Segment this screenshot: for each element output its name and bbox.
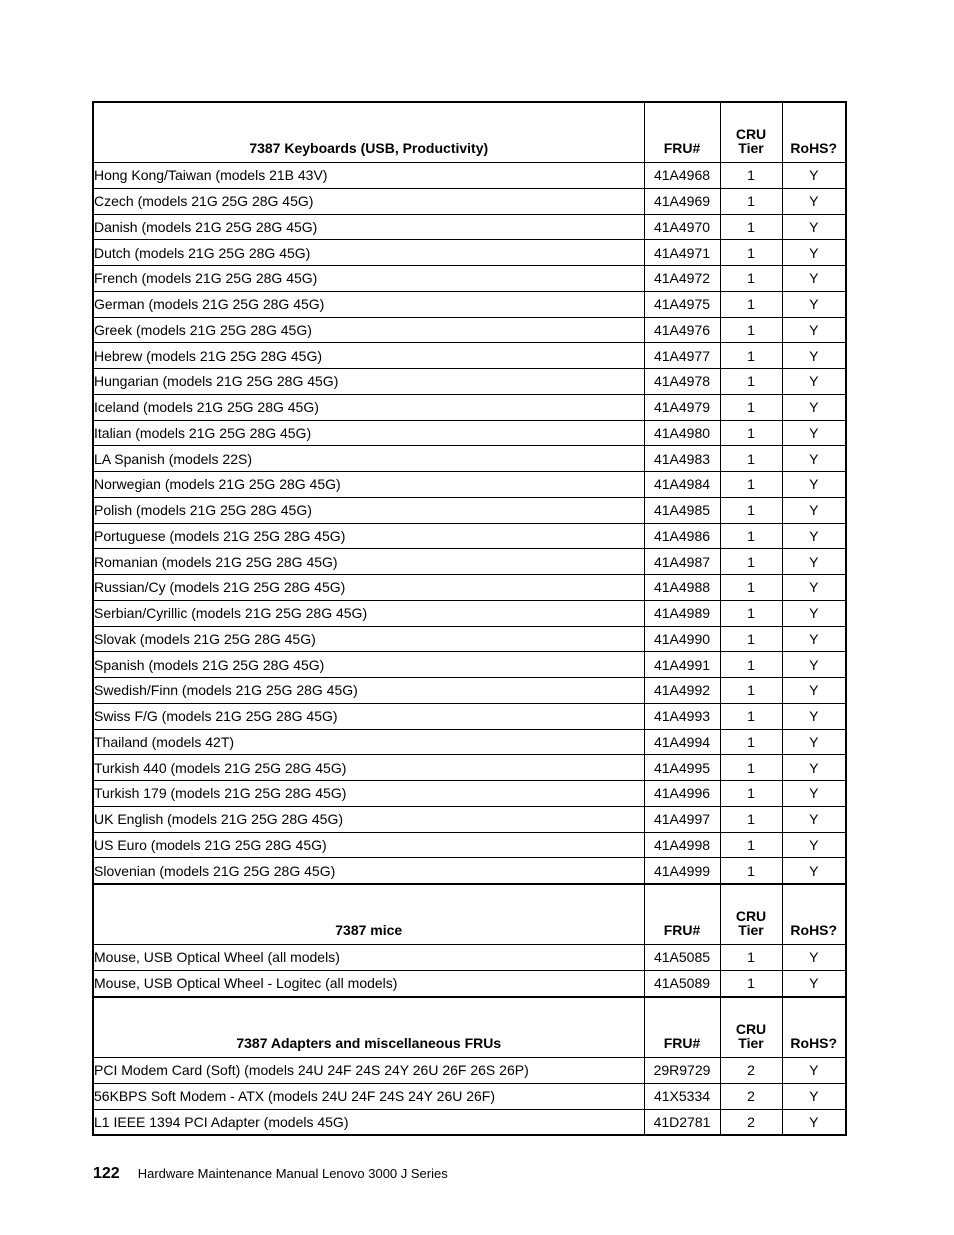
page-number: 122 <box>93 1165 120 1182</box>
cru-tier-cell: 1 <box>720 970 782 996</box>
fru-number-cell: 41A4993 <box>644 703 720 729</box>
cru-tier-cell: 1 <box>720 678 782 704</box>
cru-tier-cell: 1 <box>720 394 782 420</box>
fru-number-cell: 41A4998 <box>644 832 720 858</box>
fru-number-cell: 41A4996 <box>644 781 720 807</box>
fru-number-cell: 41A4971 <box>644 240 720 266</box>
cru-tier-cell: 1 <box>720 626 782 652</box>
description-cell: Italian (models 21G 25G 28G 45G) <box>93 420 644 446</box>
description-cell: Czech (models 21G 25G 28G 45G) <box>93 188 644 214</box>
fru-number-cell: 41A4984 <box>644 472 720 498</box>
rohs-cell: Y <box>782 575 846 601</box>
table-row <box>93 970 846 996</box>
fru-number-cell: 41A4985 <box>644 497 720 523</box>
rohs-cell: Y <box>782 317 846 343</box>
table-row <box>93 343 846 369</box>
description-cell: French (models 21G 25G 28G 45G) <box>93 266 644 292</box>
table-row <box>93 781 846 807</box>
fru-column-header: FRU# <box>644 997 720 1058</box>
cru-tier-cell: 1 <box>720 703 782 729</box>
footer-title: Hardware Maintenance Manual Lenovo 3000 J Series <box>137 1166 448 1181</box>
description-cell: Serbian/Cyrillic (models 21G 25G 28G 45G) <box>93 600 644 626</box>
table-row <box>93 703 846 729</box>
cru-tier-cell: 1 <box>720 549 782 575</box>
table-header-row <box>93 997 846 1058</box>
fru-number-cell: 41A4990 <box>644 626 720 652</box>
fru-number-cell: 41A4995 <box>644 755 720 781</box>
table-row <box>93 317 846 343</box>
description-cell: Thailand (models 42T) <box>93 729 644 755</box>
rohs-cell: Y <box>782 832 846 858</box>
description-cell: German (models 21G 25G 28G 45G) <box>93 291 644 317</box>
rohs-cell: Y <box>782 1083 846 1109</box>
rohs-cell: Y <box>782 945 846 971</box>
fru-number-cell: 41A4969 <box>644 188 720 214</box>
page-footer <box>93 1165 448 1183</box>
description-cell: Turkish 440 (models 21G 25G 28G 45G) <box>93 755 644 781</box>
fru-number-cell: 41A4999 <box>644 858 720 884</box>
table-row <box>93 291 846 317</box>
table-row <box>93 858 846 884</box>
description-cell: Hebrew (models 21G 25G 28G 45G) <box>93 343 644 369</box>
cru-tier-cell: 1 <box>720 317 782 343</box>
fru-number-cell: 41A5089 <box>644 970 720 996</box>
table-row <box>93 446 846 472</box>
rohs-cell: Y <box>782 343 846 369</box>
table-row <box>93 472 846 498</box>
cru-tier-column-header: CRU Tier <box>720 884 782 945</box>
rohs-cell: Y <box>782 703 846 729</box>
cru-tier-cell: 1 <box>720 472 782 498</box>
table-row <box>93 1109 846 1135</box>
cru-tier-cell: 1 <box>720 729 782 755</box>
cru-tier-cell: 1 <box>720 806 782 832</box>
table-row <box>93 945 846 971</box>
table-row <box>93 575 846 601</box>
fru-number-cell: 41A4979 <box>644 394 720 420</box>
table-header-row <box>93 102 846 163</box>
rohs-cell: Y <box>782 446 846 472</box>
fru-number-cell: 41A4976 <box>644 317 720 343</box>
description-cell: Slovenian (models 21G 25G 28G 45G) <box>93 858 644 884</box>
fru-number-cell: 41D2781 <box>644 1109 720 1135</box>
description-cell: Swedish/Finn (models 21G 25G 28G 45G) <box>93 678 644 704</box>
table-row <box>93 806 846 832</box>
cru-tier-cell: 1 <box>720 755 782 781</box>
rohs-cell: Y <box>782 970 846 996</box>
rohs-cell: Y <box>782 781 846 807</box>
table-row <box>93 755 846 781</box>
table-row <box>93 369 846 395</box>
table-row <box>93 420 846 446</box>
cru-tier-cell: 1 <box>720 497 782 523</box>
fru-column-header: FRU# <box>644 884 720 945</box>
cru-tier-cell: 1 <box>720 858 782 884</box>
rohs-cell: Y <box>782 472 846 498</box>
fru-number-cell: 41A4977 <box>644 343 720 369</box>
table-row <box>93 497 846 523</box>
description-cell: Romanian (models 21G 25G 28G 45G) <box>93 549 644 575</box>
fru-number-cell: 41A4970 <box>644 214 720 240</box>
rohs-cell: Y <box>782 729 846 755</box>
cru-tier-cell: 1 <box>720 163 782 189</box>
rohs-cell: Y <box>782 291 846 317</box>
description-cell: LA Spanish (models 22S) <box>93 446 644 472</box>
description-cell: Dutch (models 21G 25G 28G 45G) <box>93 240 644 266</box>
cru-tier-cell: 2 <box>720 1058 782 1084</box>
table-row <box>93 729 846 755</box>
rohs-cell: Y <box>782 755 846 781</box>
description-cell: Greek (models 21G 25G 28G 45G) <box>93 317 644 343</box>
cru-tier-cell: 1 <box>720 575 782 601</box>
table-row <box>93 652 846 678</box>
cru-tier-cell: 1 <box>720 369 782 395</box>
description-cell: UK English (models 21G 25G 28G 45G) <box>93 806 644 832</box>
rohs-cell: Y <box>782 240 846 266</box>
rohs-column-header: RoHS? <box>782 102 846 163</box>
description-cell: Danish (models 21G 25G 28G 45G) <box>93 214 644 240</box>
rohs-cell: Y <box>782 858 846 884</box>
rohs-cell: Y <box>782 369 846 395</box>
fru-number-cell: 41A4997 <box>644 806 720 832</box>
cru-tier-cell: 1 <box>720 446 782 472</box>
rohs-cell: Y <box>782 214 846 240</box>
description-cell: Hungarian (models 21G 25G 28G 45G) <box>93 369 644 395</box>
cru-tier-cell: 1 <box>720 214 782 240</box>
description-cell: L1 IEEE 1394 PCI Adapter (models 45G) <box>93 1109 644 1135</box>
fru-number-cell: 41X5334 <box>644 1083 720 1109</box>
description-cell: 56KBPS Soft Modem - ATX (models 24U 24F 24S 24Y 26U 26F) <box>93 1083 644 1109</box>
cru-tier-cell: 1 <box>720 781 782 807</box>
cru-tier-cell: 1 <box>720 600 782 626</box>
description-cell: Portuguese (models 21G 25G 28G 45G) <box>93 523 644 549</box>
fru-number-cell: 29R9729 <box>644 1058 720 1084</box>
table-row <box>93 394 846 420</box>
fru-number-cell: 41A4975 <box>644 291 720 317</box>
rohs-cell: Y <box>782 806 846 832</box>
table-row <box>93 1083 846 1109</box>
rohs-cell: Y <box>782 266 846 292</box>
cru-tier-column-header: CRU Tier <box>720 102 782 163</box>
cru-tier-cell: 1 <box>720 420 782 446</box>
keyboards-fru-table <box>92 101 847 885</box>
table-row <box>93 626 846 652</box>
table-row <box>93 549 846 575</box>
rohs-cell: Y <box>782 678 846 704</box>
description-cell: PCI Modem Card (Soft) (models 24U 24F 24S 24Y 26U 26F 26S 26P) <box>93 1058 644 1084</box>
description-cell: Mouse, USB Optical Wheel - Logitec (all models) <box>93 970 644 996</box>
description-cell: Slovak (models 21G 25G 28G 45G) <box>93 626 644 652</box>
cru-tier-cell: 1 <box>720 945 782 971</box>
fru-number-cell: 41A4983 <box>644 446 720 472</box>
fru-number-cell: 41A4987 <box>644 549 720 575</box>
description-cell: Turkish 179 (models 21G 25G 28G 45G) <box>93 781 644 807</box>
rohs-column-header: RoHS? <box>782 884 846 945</box>
cru-tier-column-header: CRU Tier <box>720 997 782 1058</box>
rohs-cell: Y <box>782 394 846 420</box>
rohs-cell: Y <box>782 1058 846 1084</box>
description-cell: Russian/Cy (models 21G 25G 28G 45G) <box>93 575 644 601</box>
rohs-column-header: RoHS? <box>782 997 846 1058</box>
table-row <box>93 163 846 189</box>
fru-number-cell: 41A4991 <box>644 652 720 678</box>
fru-number-cell: 41A4968 <box>644 163 720 189</box>
table-row <box>93 266 846 292</box>
fru-number-cell: 41A4992 <box>644 678 720 704</box>
cru-tier-cell: 1 <box>720 523 782 549</box>
description-cell: US Euro (models 21G 25G 28G 45G) <box>93 832 644 858</box>
table-title: 7387 mice <box>93 884 644 945</box>
cru-tier-cell: 1 <box>720 832 782 858</box>
cru-tier-cell: 2 <box>720 1109 782 1135</box>
fru-number-cell: 41A4972 <box>644 266 720 292</box>
rohs-cell: Y <box>782 163 846 189</box>
fru-number-cell: 41A4978 <box>644 369 720 395</box>
description-cell: Spanish (models 21G 25G 28G 45G) <box>93 652 644 678</box>
adapters-fru-table <box>92 996 847 1136</box>
fru-number-cell: 41A4988 <box>644 575 720 601</box>
rohs-cell: Y <box>782 1109 846 1135</box>
rohs-cell: Y <box>782 626 846 652</box>
fru-number-cell: 41A4994 <box>644 729 720 755</box>
table-header-row <box>93 884 846 945</box>
fru-column-header: FRU# <box>644 102 720 163</box>
description-cell: Polish (models 21G 25G 28G 45G) <box>93 497 644 523</box>
table-row <box>93 523 846 549</box>
table-row <box>93 240 846 266</box>
cru-tier-cell: 1 <box>720 266 782 292</box>
rohs-cell: Y <box>782 652 846 678</box>
fru-number-cell: 41A4986 <box>644 523 720 549</box>
cru-tier-cell: 1 <box>720 652 782 678</box>
rohs-cell: Y <box>782 549 846 575</box>
rohs-cell: Y <box>782 420 846 446</box>
rohs-cell: Y <box>782 523 846 549</box>
description-cell: Iceland (models 21G 25G 28G 45G) <box>93 394 644 420</box>
table-row <box>93 600 846 626</box>
description-cell: Hong Kong/Taiwan (models 21B 43V) <box>93 163 644 189</box>
rohs-cell: Y <box>782 188 846 214</box>
cru-tier-cell: 1 <box>720 343 782 369</box>
description-cell: Norwegian (models 21G 25G 28G 45G) <box>93 472 644 498</box>
rohs-cell: Y <box>782 600 846 626</box>
table-title: 7387 Keyboards (USB, Productivity) <box>93 102 644 163</box>
cru-tier-cell: 1 <box>720 240 782 266</box>
cru-tier-cell: 1 <box>720 188 782 214</box>
cru-tier-cell: 2 <box>720 1083 782 1109</box>
table-row <box>93 678 846 704</box>
table-title: 7387 Adapters and miscellaneous FRUs <box>93 997 644 1058</box>
fru-number-cell: 41A4980 <box>644 420 720 446</box>
table-row <box>93 1058 846 1084</box>
table-row <box>93 188 846 214</box>
table-row <box>93 214 846 240</box>
fru-number-cell: 41A5085 <box>644 945 720 971</box>
description-cell: Mouse, USB Optical Wheel (all models) <box>93 945 644 971</box>
cru-tier-cell: 1 <box>720 291 782 317</box>
description-cell: Swiss F/G (models 21G 25G 28G 45G) <box>93 703 644 729</box>
table-row <box>93 832 846 858</box>
fru-number-cell: 41A4989 <box>644 600 720 626</box>
rohs-cell: Y <box>782 497 846 523</box>
mice-fru-table <box>92 883 847 998</box>
